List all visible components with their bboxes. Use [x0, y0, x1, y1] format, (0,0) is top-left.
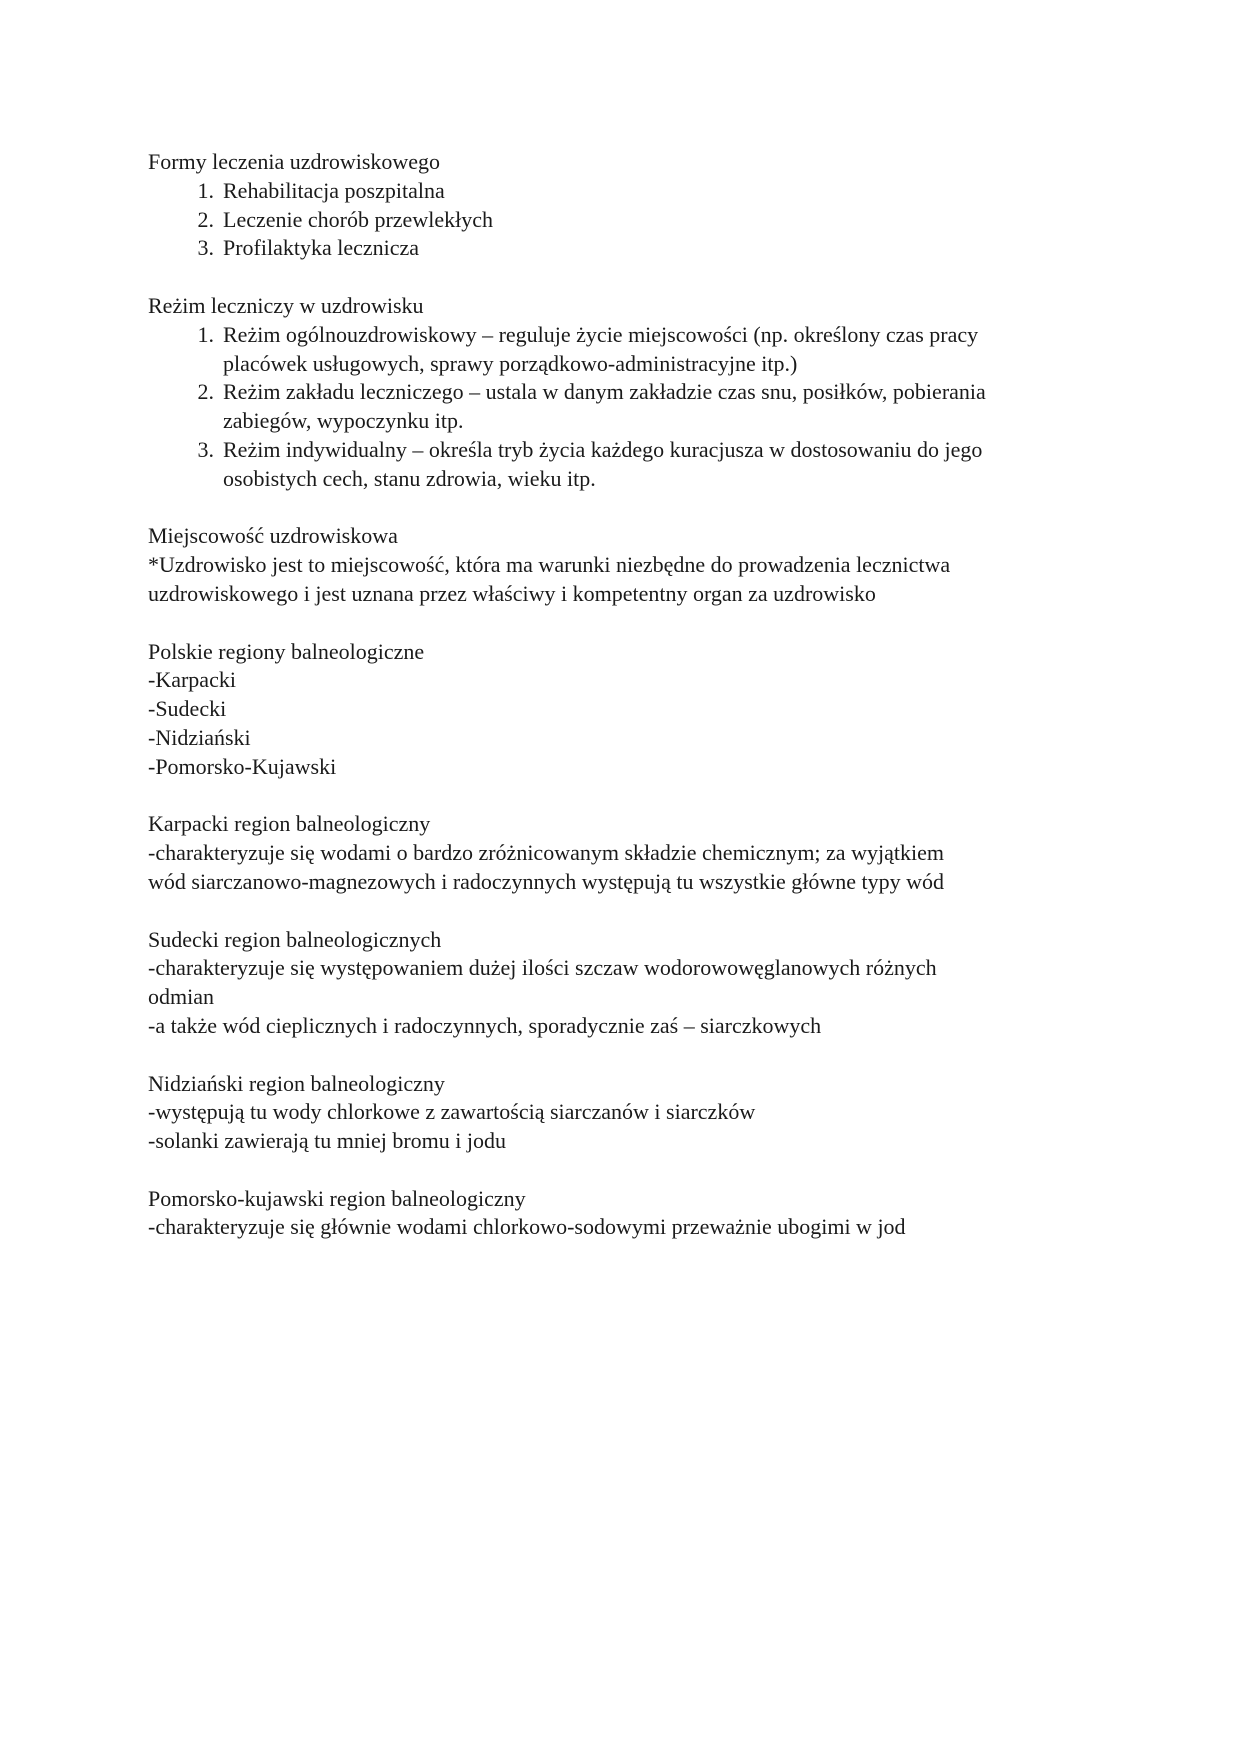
- document-page: [148, 148, 1092, 1271]
- section-heading: Miejscowość uzdrowiskowa: [148, 523, 398, 549]
- section-heading: Karpacki region balneologiczny: [148, 811, 431, 837]
- numbered-list: [148, 177, 1092, 263]
- paragraph-line: -solanki zawierają tu mniej bromu i jodu: [148, 1128, 507, 1154]
- section-karpacki: [148, 810, 1092, 896]
- paragraph-line: odmian: [148, 984, 214, 1010]
- section-heading: Sudecki region balneologicznych: [148, 926, 442, 952]
- region-item: -Pomorsko-Kujawski: [148, 753, 337, 779]
- list-item: 3. Profilaktyka lecznicza: [197, 235, 420, 261]
- paragraph-line: -charakteryzuje się wodami o bardzo zróżnicowanym składzie chemicznym; za wyjątkiem: [148, 840, 944, 866]
- numbered-list: [148, 321, 1092, 494]
- paragraph-line: -a także wód cieplicznych i radoczynnych, sporadycznie zaś – siarczkowych: [148, 1012, 822, 1038]
- section-heading: Formy leczenia uzdrowiskowego: [148, 149, 441, 174]
- section-resort: [148, 522, 1092, 608]
- section-heading: Nidziański region balneologiczny: [148, 1070, 445, 1096]
- paragraph-line: wód siarczanowo-magnezowych i radoczynnych występują tu wszystkie główne typy wód: [148, 868, 945, 894]
- list-item: 3. Reżim indywidualny – określa tryb życia każdego kuracjusza w dostosowaniu do jego osobistych cech, stanu zdrowia, wieku itp.: [197, 436, 983, 491]
- paragraph-line: -charakteryzuje się występowaniem dużej ilości szczaw wodorowowęglanowych różnych: [148, 955, 937, 981]
- paragraph-line: uzdrowiskowego i jest uznana przez właściwy i kompetentny organ za uzdrowisko: [148, 580, 876, 606]
- paragraph-line: -występują tu wody chlorkowe z zawartością siarczanów i siarczków: [148, 1099, 756, 1125]
- list-item: 1. Rehabilitacja poszpitalna: [197, 177, 445, 203]
- region-item: -Sudecki: [148, 696, 227, 722]
- section-regions: [148, 638, 1092, 782]
- section-sudecki: [148, 926, 1092, 1041]
- section-heading: Polskie regiony balneologiczne: [148, 638, 425, 664]
- paragraph-line: *Uzdrowisko jest to miejscowość, która ma warunki niezbędne do prowadzenia lecznictwa: [148, 552, 951, 578]
- list-item: 2. Reżim zakładu leczniczego – ustala w danym zakładzie czas snu, posiłków, pobierania zabiegów, wypoczynku itp.: [197, 379, 986, 434]
- list-item: 2. Leczenie chorób przewlekłych: [197, 206, 493, 232]
- list-item: 1. Reżim ogólnouzdrowiskowy – reguluje życie miejscowości (np. określony czas pracy placówek usługowych, sprawy porządkowo-administracyjne itp.): [197, 321, 979, 376]
- section-regime: [148, 292, 1092, 494]
- section-forms: [148, 148, 1092, 263]
- region-item: -Nidziański: [148, 724, 251, 750]
- section-nidzianski: [148, 1070, 1092, 1156]
- section-heading: Reżim leczniczy w uzdrowisku: [148, 292, 424, 318]
- paragraph-line: -charakteryzuje się głównie wodami chlorkowo-sodowymi przeważnie ubogimi w jod: [148, 1214, 906, 1240]
- section-pomorsko: [148, 1185, 1092, 1243]
- region-item: -Karpacki: [148, 667, 236, 693]
- section-heading: Pomorsko-kujawski region balneologiczny: [148, 1185, 526, 1211]
